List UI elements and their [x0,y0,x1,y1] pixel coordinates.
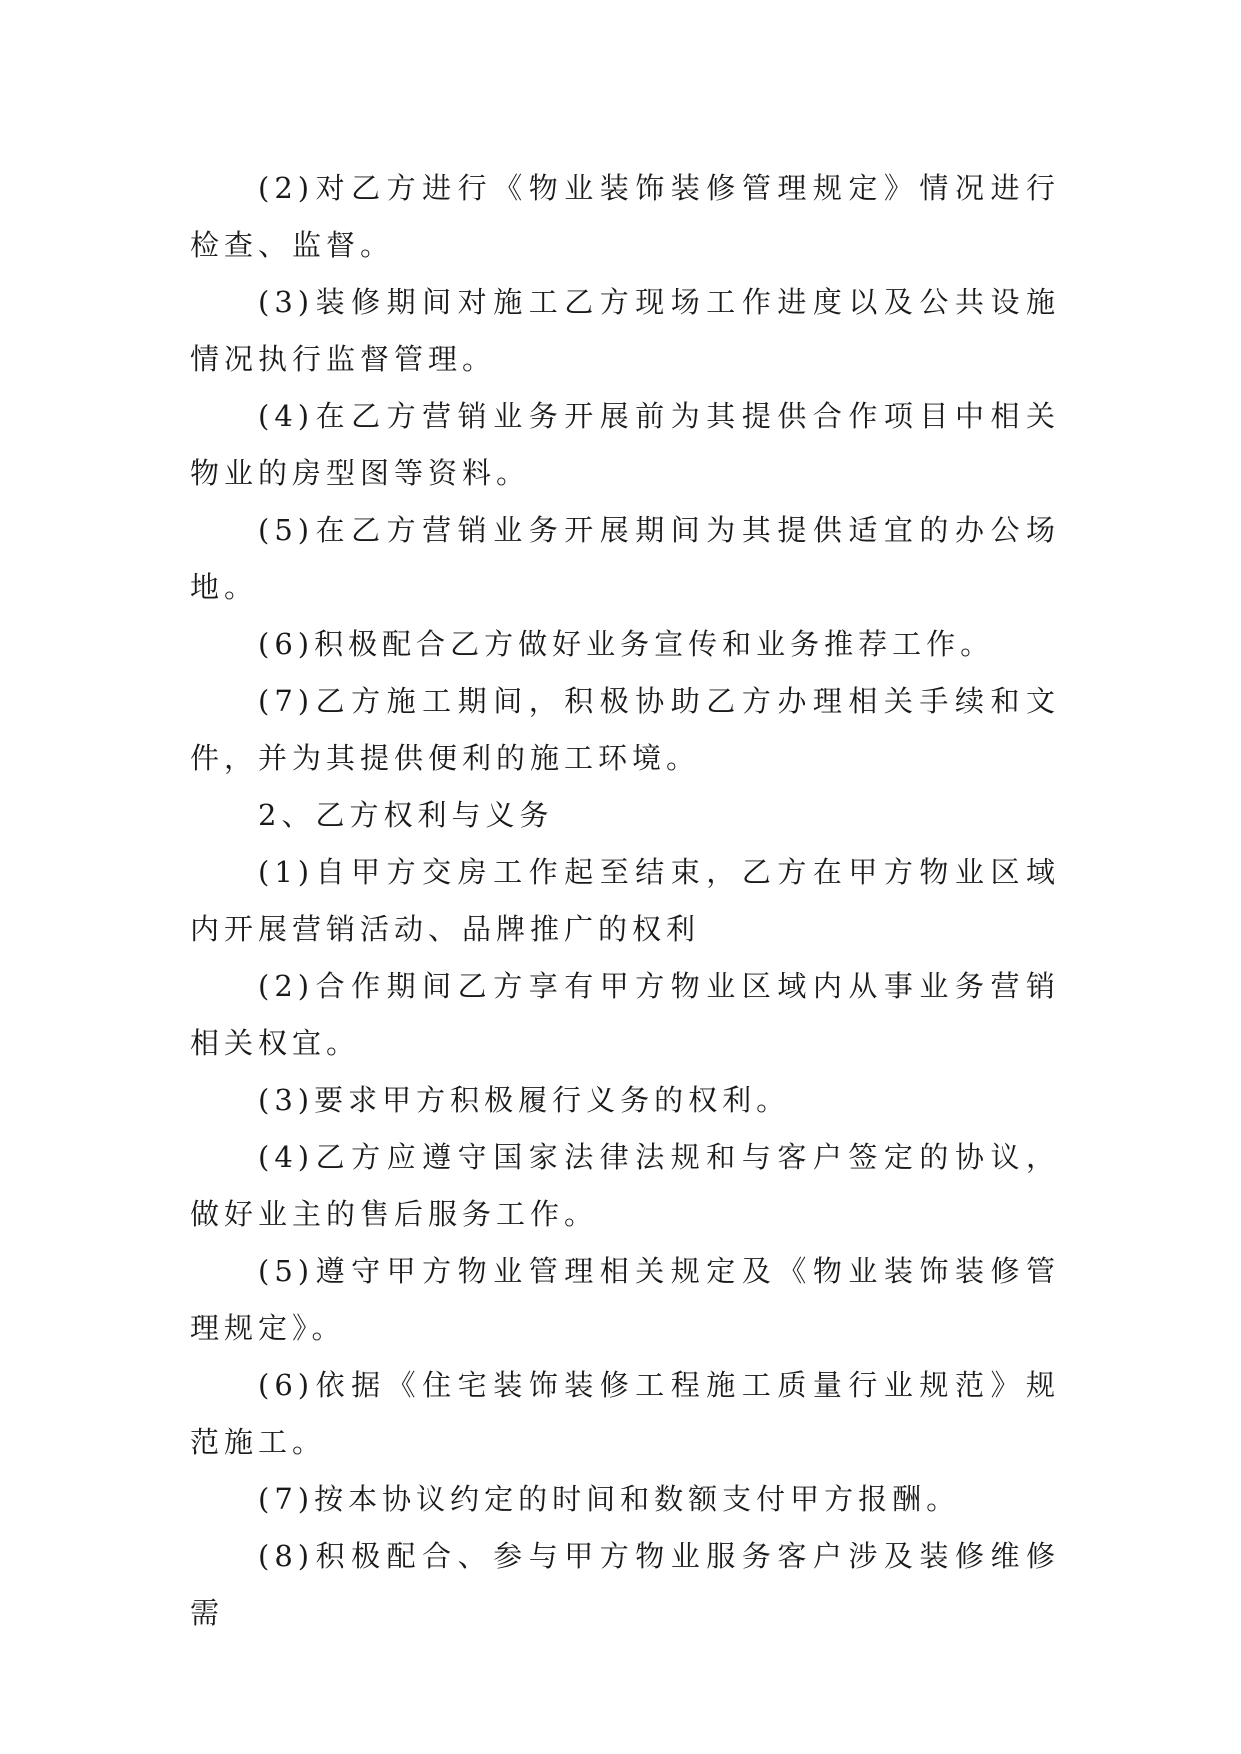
document-body [190,160,1060,1642]
clause-paragraph: (2)合作期间乙方享有甲方物业区域内从事业务营销相关权宜。 [190,969,1060,1060]
clause-paragraph: (5)遵守甲方物业管理相关规定及《物业装饰装修管理规定》。 [190,1254,1060,1345]
clause-paragraph: (6)积极配合乙方做好业务宣传和业务推荐工作。 [258,627,995,661]
section-heading: 2、乙方权利与义务 [258,798,554,832]
clause-paragraph: (3)装修期间对施工乙方现场工作进度以及公共设施情况执行监督管理。 [190,285,1060,376]
clause-paragraph: (8)积极配合、参与甲方物业服务客户涉及装修维修需 [190,1539,1060,1630]
clause-paragraph: (7)按本协议约定的时间和数额支付甲方报酬。 [258,1482,961,1516]
clause-paragraph: (4)乙方应遵守国家法律法规和与客户签定的协议，做好业主的售后服务工作。 [190,1140,1060,1231]
clause-paragraph: (2)对乙方进行《物业装饰装修管理规定》情况进行检查、监督。 [190,171,1060,262]
clause-paragraph: (6)依据《住宅装饰装修工程施工质量行业规范》规范施工。 [190,1368,1060,1459]
clause-paragraph: (7)乙方施工期间，积极协助乙方办理相关手续和文件，并为其提供便利的施工环境。 [190,684,1060,775]
clause-paragraph: (5)在乙方营销业务开展期间为其提供适宜的办公场地。 [190,513,1060,604]
clause-paragraph: (1)自甲方交房工作起至结束，乙方在甲方物业区域内开展营销活动、品牌推广的权利 [190,855,1060,946]
clause-paragraph: (3)要求甲方积极履行义务的权利。 [258,1083,791,1117]
clause-paragraph: (4)在乙方营销业务开展前为其提供合作项目中相关物业的房型图等资料。 [190,399,1060,490]
